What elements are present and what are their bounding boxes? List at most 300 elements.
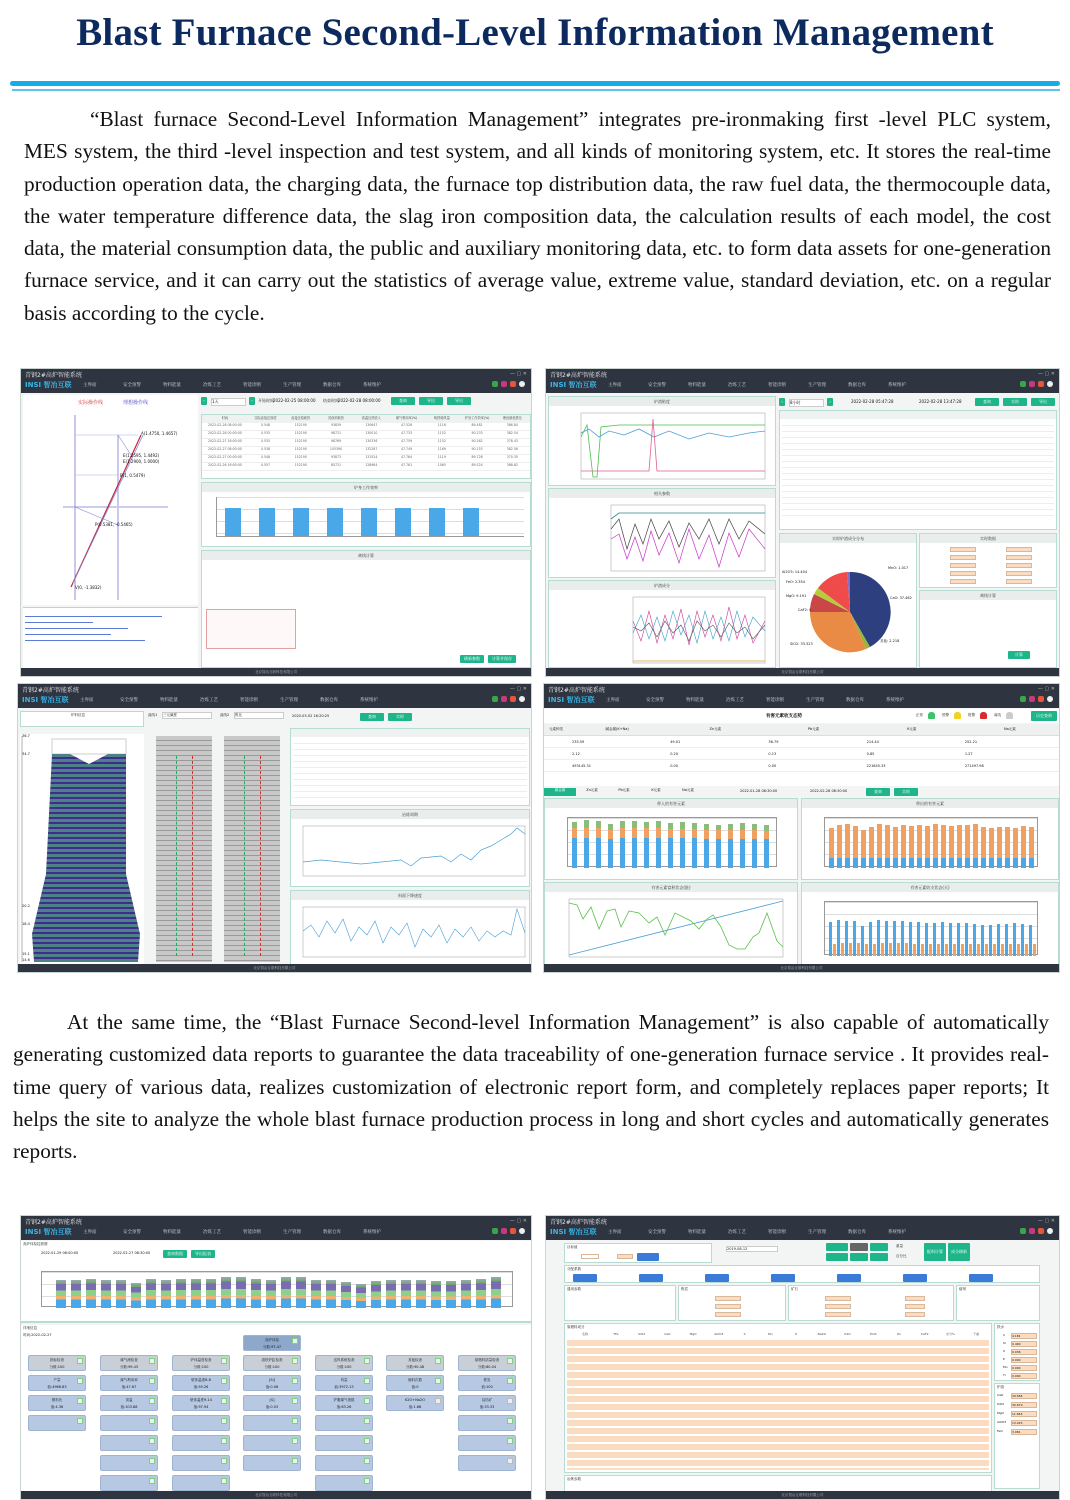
offline-calc-panel	[919, 590, 1057, 668]
app-logo: INSI 智冶互联	[25, 381, 72, 389]
nav-item[interactable]: 物料能量	[686, 698, 704, 703]
check-icon	[292, 1418, 298, 1424]
status-icon[interactable]	[492, 381, 498, 387]
tile-metric[interactable]: K2O+Na2O 值:1.68	[386, 1395, 444, 1411]
lamp-warn-icon	[954, 712, 961, 719]
check-icon	[77, 1358, 83, 1364]
tile-metric[interactable]	[172, 1475, 230, 1491]
nav-item[interactable]: 数据仓库	[323, 1230, 341, 1235]
tile-category[interactable]: 其他检查 分数:90.48	[386, 1355, 444, 1371]
cycle-line	[291, 810, 531, 888]
tile-metric[interactable]	[100, 1475, 158, 1491]
chart-incoming	[544, 798, 798, 880]
user-icon[interactable]	[1047, 381, 1053, 387]
window-controls[interactable]: — ▢ ✕	[509, 686, 527, 692]
tile-metric[interactable]: 壁体温度9-14 值:97.94	[172, 1395, 230, 1411]
tile-root[interactable]: 高炉体检 分数:97.47	[243, 1335, 301, 1351]
nav-item[interactable]: 数据仓库	[846, 698, 864, 703]
tile-metric[interactable]	[458, 1435, 516, 1451]
col-header: 炉身工作效率(%)	[464, 416, 490, 420]
check-icon	[221, 1458, 227, 1464]
app-topbar	[546, 1216, 1059, 1240]
point-label: A(1.4750, 1.4657)	[141, 431, 178, 436]
nav-item[interactable]: 系统维护	[360, 698, 378, 703]
restore-default-button[interactable]	[837, 1274, 861, 1282]
tile-category[interactable]: 原燃料质量检查 分数:80.04	[458, 1355, 516, 1371]
intro-text: “Blast furnace Second-Level Information Management” integrates pre-ironmaking first -level PLC system, MES system, the third -level inspection and test system, and all kinds of monitoring system, etc. It stores the real-time production operation data, the charging data, the furnace top distribution data, the raw fuel data, the thermocouple data, the water temperature difference data, the slag iron composition data, the calculation results of each model, the cost data, the material consumption data, the public and auxiliary monitoring data, etc. to form data assets for one-generation furnace service, and it can carry out the statistics of average value, extreme value, standard deviation, etc. on a regular basis according to the cycle.	[24, 107, 1051, 325]
curve1-select[interactable]: 三元碱度	[162, 712, 212, 719]
smelting-cycle-chart	[290, 809, 530, 887]
start-time-input[interactable]: 2022-02-28 05:47:28	[851, 399, 894, 404]
nav-item[interactable]: 智能诊断	[243, 1230, 261, 1235]
tile-met2ric[interactable]: [Si] 值:0.06	[243, 1375, 301, 1391]
user-icon[interactable]	[519, 381, 525, 387]
tile-metric[interactable]: 焦炭 值:100	[458, 1375, 516, 1391]
tile-metric[interactable]	[172, 1455, 230, 1471]
refresh-composition-button[interactable]: 成分刷新	[948, 1243, 970, 1261]
curve1-chart	[156, 736, 212, 962]
legend-ideal: 理想操作线	[123, 400, 149, 406]
main-nav	[80, 697, 400, 703]
query-button[interactable]: 查询	[360, 713, 384, 721]
table-row: 235.59 49.01 36.79 214.44 252.21	[544, 736, 1059, 748]
nav-item[interactable]: 主界面	[608, 1230, 622, 1235]
tile-metric[interactable]	[458, 1415, 516, 1431]
status-icon[interactable]	[1020, 1228, 1026, 1234]
field-mno	[1006, 555, 1032, 560]
chart-title: 炉身工作效率	[202, 483, 530, 492]
tab-na[interactable]: Na元素	[682, 788, 694, 792]
harmful-title: 有害元素收支态势	[766, 714, 802, 719]
power-icon[interactable]	[1038, 696, 1044, 702]
main-nav	[83, 1229, 403, 1235]
curve-selectors	[148, 711, 288, 731]
viscosity-lines	[549, 397, 777, 487]
operating-line-notes	[23, 607, 198, 668]
user-icon[interactable]	[1047, 1228, 1053, 1234]
nav-item[interactable]: 系统维护	[886, 698, 904, 703]
layer-profile-chart	[20, 734, 144, 964]
pie-label: SiO2: 33.323	[790, 642, 813, 646]
pie-label: FeO: 2.354	[786, 580, 805, 584]
nav-item[interactable]: 物料能量	[163, 383, 181, 388]
nav-item[interactable]: 主界面	[83, 383, 97, 388]
field-slag-ratio	[950, 579, 976, 584]
query-data-button[interactable]: 查询数据	[163, 1250, 187, 1258]
field-caf2	[1006, 563, 1032, 568]
nav-item[interactable]: 生产管理	[283, 383, 301, 388]
viscosity-chart	[548, 396, 776, 486]
y-label: 34.7	[22, 752, 30, 756]
status-icon[interactable]	[492, 696, 498, 702]
query-button[interactable]: 查询	[391, 397, 415, 405]
nav-item[interactable]: 智能诊断	[768, 1230, 786, 1235]
prev-button[interactable]: ‹	[201, 397, 207, 405]
power-icon[interactable]	[510, 381, 516, 387]
status-icon[interactable]	[1020, 381, 1026, 387]
tile-metric[interactable]	[243, 1455, 301, 1471]
alarm-icon[interactable]	[501, 381, 507, 387]
restore-default-button[interactable]	[771, 1274, 795, 1282]
nav-item[interactable]: 智能诊断	[766, 698, 784, 703]
nav-item[interactable]: 系统维护	[888, 383, 906, 388]
nav-item[interactable]: 主界面	[608, 383, 622, 388]
burden-layer-profile	[20, 734, 144, 964]
nav-item[interactable]: 冶炼工艺	[728, 1230, 746, 1235]
tile-metric[interactable]	[315, 1475, 373, 1491]
alarm-icon[interactable]	[1029, 696, 1035, 702]
col-header: 时间	[221, 416, 229, 420]
intro-paragraph	[24, 103, 1051, 329]
chart-title: 冶炼周期	[291, 810, 529, 819]
power-icon[interactable]	[510, 1228, 516, 1234]
tile-category[interactable]: 指标检查 分数:100	[28, 1355, 86, 1371]
nav-item[interactable]: 冶炼工艺	[200, 698, 218, 703]
table-row: 493145.31 0.00 0.00 221645.33 271497.98	[544, 760, 1059, 772]
check-icon	[292, 1398, 298, 1404]
start-time-input[interactable]: 2022-02-25 08:00:00	[273, 398, 316, 403]
col-header: 其他项耗热	[328, 416, 344, 420]
tile-category[interactable]: 煤气流检查 分数:99.43	[100, 1355, 158, 1371]
restore-default-button[interactable]	[903, 1274, 927, 1282]
power-icon[interactable]	[1038, 381, 1044, 387]
info-title: 炉料信息	[71, 713, 85, 717]
screenshot-batching-calc	[545, 1215, 1060, 1500]
field-melt-temp	[1006, 571, 1032, 576]
tile-metric[interactable]: 烧结矿 值:33.33	[458, 1395, 516, 1411]
tile-metric[interactable]	[315, 1455, 373, 1471]
alarm-icon[interactable]	[501, 1228, 507, 1234]
chart-title: 料面下降速度	[291, 891, 529, 900]
nav-item[interactable]: 冶炼工艺	[726, 698, 744, 703]
app-title: 青钢2#高炉智能系统	[25, 1219, 82, 1226]
user-icon[interactable]	[519, 696, 525, 702]
check-icon	[221, 1438, 227, 1444]
tile-category[interactable]: 渣铁炉缸检查 分数:100	[243, 1355, 301, 1371]
nav-item[interactable]: 安全预警	[648, 1230, 666, 1235]
nav-item[interactable]: 物料能量	[163, 1230, 181, 1235]
end-time-input[interactable]: 2022-02-28 13:47:28	[919, 399, 962, 404]
screenshot-operating-line	[20, 368, 532, 677]
app-title: 青钢2#高炉智能系统	[25, 372, 82, 379]
tab-zn[interactable]: Zn元素	[586, 788, 598, 792]
nav-item[interactable]: 数据仓库	[848, 1230, 866, 1235]
nav-item[interactable]: 数据仓库	[323, 383, 341, 388]
burden-table	[290, 728, 530, 806]
window-controls[interactable]: — ▢ ✕	[509, 1218, 527, 1224]
action-button[interactable]	[850, 1243, 868, 1251]
alarm-icon[interactable]	[1029, 381, 1035, 387]
col-header: 吨铁耗风量	[433, 416, 450, 420]
nav-item[interactable]: 物料能量	[160, 698, 178, 703]
nav-item[interactable]: 智能诊断	[243, 383, 261, 388]
nav-item[interactable]: 系统维护	[888, 1230, 906, 1235]
legend-warn: 预警	[942, 713, 949, 717]
tile-metric[interactable]	[458, 1455, 516, 1471]
end-time-input[interactable]: 2022-02-28 08:30:00	[810, 789, 848, 793]
power-icon[interactable]	[510, 696, 516, 702]
start-time-input[interactable]: 2022-01-28 08:30:00	[740, 789, 778, 793]
tray-icons	[1020, 1228, 1053, 1234]
next-button[interactable]: ›	[249, 397, 255, 405]
col-header: 高温区热收入	[361, 416, 381, 420]
realtime-button[interactable]: 实时	[1003, 398, 1027, 406]
nav-item[interactable]: 主界面	[83, 1230, 97, 1235]
tile-metric[interactable]	[243, 1415, 301, 1431]
realtime-button[interactable]: 实时	[388, 713, 412, 721]
calc-save-button[interactable]: 计算并保存	[488, 655, 516, 663]
export-button-2[interactable]: 导出	[447, 397, 471, 405]
nav-item[interactable]: 冶炼工艺	[203, 383, 221, 388]
end-time-input[interactable]: 2022-02-27 08:30:00	[113, 1251, 151, 1255]
tile-metric[interactable]: 燃料比 值:4.36	[28, 1395, 86, 1411]
radio-weight[interactable]: 重量	[896, 1244, 903, 1248]
calc-button[interactable]: 计算	[1008, 651, 1030, 659]
composition-header: 名称 TFe SiO2 CaO MgO Al2O3 S Mn P Na2O K2O TiO2 Zn CaF2 水分% 干重	[582, 1332, 980, 1336]
check-icon	[364, 1438, 370, 1444]
nav-item[interactable]: 安全预警	[648, 383, 666, 388]
check-icon	[149, 1458, 155, 1464]
slag-toolbar	[779, 397, 1057, 407]
panel-title: 炉渣粘度	[549, 397, 775, 406]
check-icon	[221, 1398, 227, 1404]
point-label: E(1.2900, 1.0000)	[123, 459, 160, 464]
nav-item[interactable]: 生产管理	[806, 698, 824, 703]
tile-metric[interactable]	[315, 1415, 373, 1431]
composition-lines	[549, 581, 777, 669]
table-row[interactable]: 2022-02-28 08:00:00 0.548 152190 93839 130647 47.526 1116 89.481 386.84	[202, 423, 530, 431]
restore-default-button[interactable]	[969, 1274, 993, 1282]
nav-item[interactable]: 生产管理	[808, 1230, 826, 1235]
table-row[interactable]: 2022-02-26 16:00:00 0.557 152190 85721 128964 47.761 1065 89.524 368.62	[202, 463, 530, 471]
action-button[interactable]	[870, 1243, 888, 1251]
nav-item[interactable]: 安全预警	[123, 1230, 141, 1235]
nav-item[interactable]: 主界面	[606, 698, 620, 703]
table-row[interactable]: 2022-02-27 16:00:00 0.535 152190 98769 130336 47.759 1152 90.262 378.43	[202, 439, 530, 447]
start-label: 开始时间	[258, 398, 274, 403]
action-button[interactable]	[850, 1253, 868, 1261]
tile-metric[interactable]	[172, 1435, 230, 1451]
screenshot-slag-viscosity	[545, 368, 1060, 677]
nav-item[interactable]: 系统维护	[363, 1230, 381, 1235]
app-topbar	[18, 684, 531, 708]
restore-default-button[interactable]	[573, 1274, 597, 1282]
export-report-button[interactable]: 导出报表	[191, 1250, 215, 1258]
nav-item[interactable]: 生产管理	[283, 1230, 301, 1235]
batch-calc-button[interactable]: 配料计算	[924, 1243, 946, 1261]
nav-item[interactable]: 智能诊断	[768, 383, 786, 388]
check-icon	[292, 1378, 298, 1384]
power-icon[interactable]	[1038, 1228, 1044, 1234]
start-time-input[interactable]: 2022-01-29 08:00:00	[41, 1251, 79, 1255]
raw-material-composition: 原燃料成分 名称 TFe SiO2 CaO MgO Al2O3 S Mn P Na2O K2O TiO2 Zn CaF2 水分% 干重	[564, 1323, 992, 1473]
action-button[interactable]	[826, 1253, 848, 1261]
tile-metric[interactable]	[100, 1435, 158, 1451]
check-icon	[221, 1358, 227, 1364]
health-stacked-bars	[41, 1271, 513, 1307]
query-time-input[interactable]: 2020-03-02 16:20:25	[292, 714, 330, 718]
operating-line-panel	[23, 395, 198, 605]
nav-item[interactable]: 冶炼工艺	[728, 383, 746, 388]
tray-icons	[492, 696, 525, 702]
nav-item[interactable]: 智能诊断	[240, 698, 258, 703]
tile-metric[interactable]	[28, 1415, 86, 1431]
section-title: 高炉体检趋势图	[23, 1242, 48, 1246]
nav-item[interactable]: 生产管理	[808, 383, 826, 388]
tile-metric[interactable]: 煤气利用率 值:47.67	[100, 1375, 158, 1391]
smelting-params-group: 冶炼参数	[564, 1475, 992, 1493]
tray-icons	[492, 1228, 525, 1234]
iron-group: 铁水 C 4.181 Si 0.400 S 0.036 P 0.000 Mn 0.000 Ti 0.000	[994, 1323, 1040, 1381]
pie-label: MgO: 9.191	[786, 594, 807, 598]
tile-category[interactable]: 送风系统检查 分数:100	[315, 1355, 373, 1371]
realtime-button[interactable]: 实时	[894, 788, 918, 796]
tile-metric[interactable]	[172, 1415, 230, 1431]
tab-k[interactable]: K元素	[651, 788, 661, 792]
composition-grid[interactable]	[567, 1340, 989, 1470]
check-icon	[149, 1358, 155, 1364]
action-button[interactable]	[870, 1253, 888, 1261]
window-controls[interactable]: — ▢ ✕	[509, 371, 527, 377]
tab-pb[interactable]: Pb元素	[618, 788, 630, 792]
check-icon	[149, 1398, 155, 1404]
warn-icon	[507, 1398, 513, 1404]
target-input[interactable]	[617, 1254, 633, 1259]
tile-metric[interactable]: 顶温 值:103.88	[100, 1395, 158, 1411]
tray-icons	[1020, 381, 1053, 387]
point-label: P(0.5381, -0.5465)	[95, 522, 133, 527]
related-params-chart	[548, 488, 776, 578]
tab-alkali[interactable]: 碱金属	[544, 788, 576, 796]
restore-default-button[interactable]	[639, 1274, 663, 1282]
check-icon	[149, 1378, 155, 1384]
curve2-chart	[224, 736, 280, 962]
user-icon[interactable]	[1047, 696, 1053, 702]
target-value-group: 目标值	[564, 1243, 712, 1263]
pie-chart	[780, 534, 918, 669]
main-nav	[83, 382, 403, 388]
alarm-icon[interactable]	[501, 696, 507, 702]
table-header	[202, 415, 530, 423]
tile-metric[interactable]	[315, 1435, 373, 1451]
prev-button[interactable]: ‹	[779, 398, 785, 406]
slag-table	[779, 410, 1057, 530]
pie-label: CaO: 37.462	[890, 596, 912, 600]
chart-title: 带出的有害元素	[802, 799, 1058, 808]
nav-item[interactable]: 冶炼工艺	[203, 1230, 221, 1235]
nav-item[interactable]: 数据仓库	[848, 383, 866, 388]
history-query-button[interactable]: 历史查询	[1031, 711, 1057, 721]
curve2-select[interactable]: 焦比	[234, 712, 284, 719]
table-row[interactable]: 2022-02-27 08:00:00 0.538 152190 105390 132287 47.749 1169 90.153 382.56	[202, 447, 530, 455]
window-controls[interactable]: — ▢ ✕	[1037, 371, 1055, 377]
tile-metric[interactable]	[100, 1415, 158, 1431]
query-toolbar	[201, 396, 529, 406]
restore-default-button[interactable]	[705, 1274, 729, 1282]
burden-toolbar	[290, 712, 529, 722]
lamp-alarm-icon	[980, 712, 987, 719]
col-header: 实际直接还原度	[254, 416, 277, 420]
tile-category[interactable]: 炉体温度检查 分数:100	[172, 1355, 230, 1371]
tile-metric[interactable]: [S] 值:0.03	[243, 1395, 301, 1411]
pie-label: CaF2: 0	[798, 608, 812, 612]
grouped-bar-chart	[824, 901, 1038, 955]
legend-normal: 正常	[916, 713, 923, 717]
range-select[interactable]: 1天	[211, 398, 246, 406]
query-button[interactable]: 查询	[975, 398, 999, 406]
tile-metric[interactable]	[243, 1435, 301, 1451]
tile-metric[interactable]: 产量 值:4966.83	[28, 1375, 86, 1391]
check-icon	[292, 1458, 298, 1464]
table-row[interactable]: 2022-02-27 00:00:00 0.548 152190 93873 131524 47.764 1119 89.728 370.35	[202, 455, 530, 463]
nav-item[interactable]: 安全预警	[123, 383, 141, 388]
nav-item[interactable]: 生产管理	[280, 698, 298, 703]
nav-item[interactable]: 物料能量	[688, 383, 706, 388]
alarm-icon[interactable]	[1029, 1228, 1035, 1234]
app-footer: 北京智冶互联科技有限公司	[546, 668, 1059, 676]
bar-chart	[216, 497, 524, 537]
calc-button[interactable]	[637, 1253, 659, 1261]
action-button[interactable]	[826, 1243, 848, 1251]
status-icon[interactable]	[492, 1228, 498, 1234]
range-select[interactable]: 8小时	[789, 399, 824, 407]
detail-time: 时间:2022-02-27	[23, 1333, 52, 1337]
app-footer: 北京智冶互联科技有限公司	[21, 668, 531, 676]
col-header: 理论最低焦比	[502, 416, 522, 420]
curve2-label: 曲线2	[220, 713, 230, 717]
status-icon[interactable]	[1020, 696, 1026, 702]
slag-group: 炉渣 CaO 39.584 SiO2 30.679 MgO 11.844 Al2O3 13.425 FeO 3.081	[994, 1383, 1040, 1489]
tile-metric[interactable]	[100, 1455, 158, 1471]
radio-percent[interactable]: 百分比	[896, 1254, 907, 1258]
refresh-params-button[interactable]: 刷新参数	[460, 655, 484, 663]
coke-group: 焦炭	[678, 1285, 786, 1321]
tile-metric[interactable]: 炉腹煤气指数 值:63.26	[315, 1395, 373, 1411]
target-input[interactable]	[581, 1254, 599, 1259]
nav-item[interactable]: 系统维护	[363, 383, 381, 388]
tray-icons	[1020, 696, 1053, 702]
field-al2o3	[950, 571, 976, 576]
tile-metric[interactable]: 壁体温度6-8 值:59.26	[172, 1375, 230, 1391]
screenshot-harmful-elements	[543, 683, 1060, 973]
query-time-select[interactable]: 2019-08-12	[726, 1246, 778, 1252]
params-lines	[549, 489, 777, 579]
nav-item[interactable]: 数据仓库	[320, 698, 338, 703]
tile-metric[interactable]: 风量 值:3972.13	[315, 1375, 373, 1391]
end-time-input[interactable]: 2022-02-28 08:00:00	[338, 398, 381, 403]
export-button[interactable]: 导出	[419, 397, 443, 405]
user-icon[interactable]	[519, 1228, 525, 1234]
next-button[interactable]: ›	[827, 398, 833, 406]
window-controls[interactable]: — ▢ ✕	[1037, 1218, 1055, 1224]
export-button[interactable]: 导出	[1031, 398, 1055, 406]
realtime-title: 实时数据	[920, 534, 1056, 543]
table-row[interactable]: 2022-02-28 00:00:00 0.535 152190 98721 130010 47.733 1152 90.233 382.54	[202, 431, 530, 439]
col-header: 直接还原耗热	[291, 416, 311, 420]
nav-item[interactable]: 安全预警	[646, 698, 664, 703]
title-rule-thick	[10, 81, 1060, 86]
nav-item[interactable]: 安全预警	[120, 698, 138, 703]
query-button[interactable]: 查询	[866, 788, 890, 796]
app-topbar	[21, 1216, 531, 1240]
nav-item[interactable]: 主界面	[80, 698, 94, 703]
window-controls[interactable]: — ▢ ✕	[1037, 686, 1055, 692]
app-topbar	[544, 684, 1059, 708]
check-icon	[149, 1478, 155, 1484]
nav-item[interactable]: 物料能量	[688, 1230, 706, 1235]
app-logo: INSI 智冶互联	[550, 1228, 597, 1236]
tile-metric[interactable]: 崩料次数 值:0	[386, 1375, 444, 1391]
